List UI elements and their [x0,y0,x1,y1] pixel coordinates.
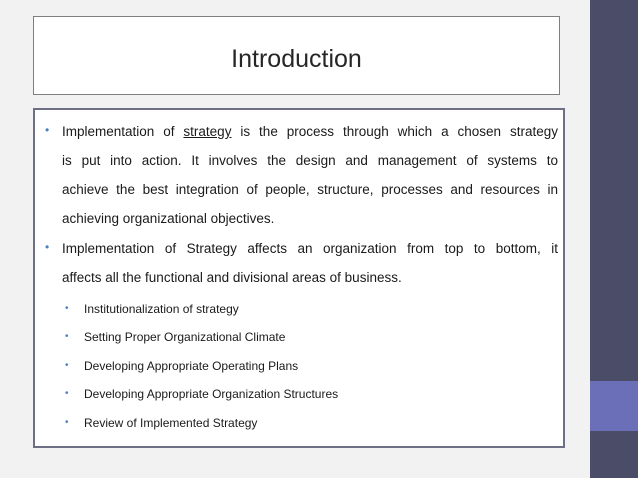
bullet-2-line-2: affects all the functional and divisional areas of business. [62,270,402,285]
text-segment: is the process through which a chosen strategy [231,124,559,139]
sub-bullet-icon: • [65,388,69,399]
strategy-link[interactable]: strategy [183,124,232,139]
sub-bullet-icon: • [65,303,69,314]
bullet-2-line-1: Implementation of Strategy affects an organization from top to bottom, it [62,241,558,256]
sub-bullet-item: Developing Appropriate Organization Structures [84,387,339,401]
slide-title: Introduction [231,45,362,73]
sub-bullet-icon: • [65,417,69,428]
bullet-paragraph-1 [62,117,558,233]
sub-bullet-icon: • [65,360,69,371]
sub-bullet-item: Institutionalization of strategy [84,302,239,316]
sub-bullet-icon: • [65,331,69,342]
sub-bullet-item: Review of Implemented Strategy [84,416,258,430]
bullet-icon: • [45,240,50,254]
bullet-paragraph-2 [62,234,558,292]
text-segment: Implementation of [62,124,184,139]
bullet-1-line-3: achieve the best integration of people, structure, processes and resources in [62,182,558,197]
content-area [35,110,563,446]
bullet-icon: • [45,123,50,137]
bullet-1-line-1 [62,117,558,146]
bullet-1-line-2: is put into action. It involves the design and management of systems to [62,153,558,168]
content-box [33,108,565,448]
sub-bullet-item: Developing Appropriate Operating Plans [84,359,299,373]
bullet-1-line-4: achieving organizational objectives. [62,211,275,226]
sub-bullet-item: Setting Proper Organizational Climate [84,330,286,344]
sidebar-accent-block [590,381,638,431]
title-box [33,16,560,95]
